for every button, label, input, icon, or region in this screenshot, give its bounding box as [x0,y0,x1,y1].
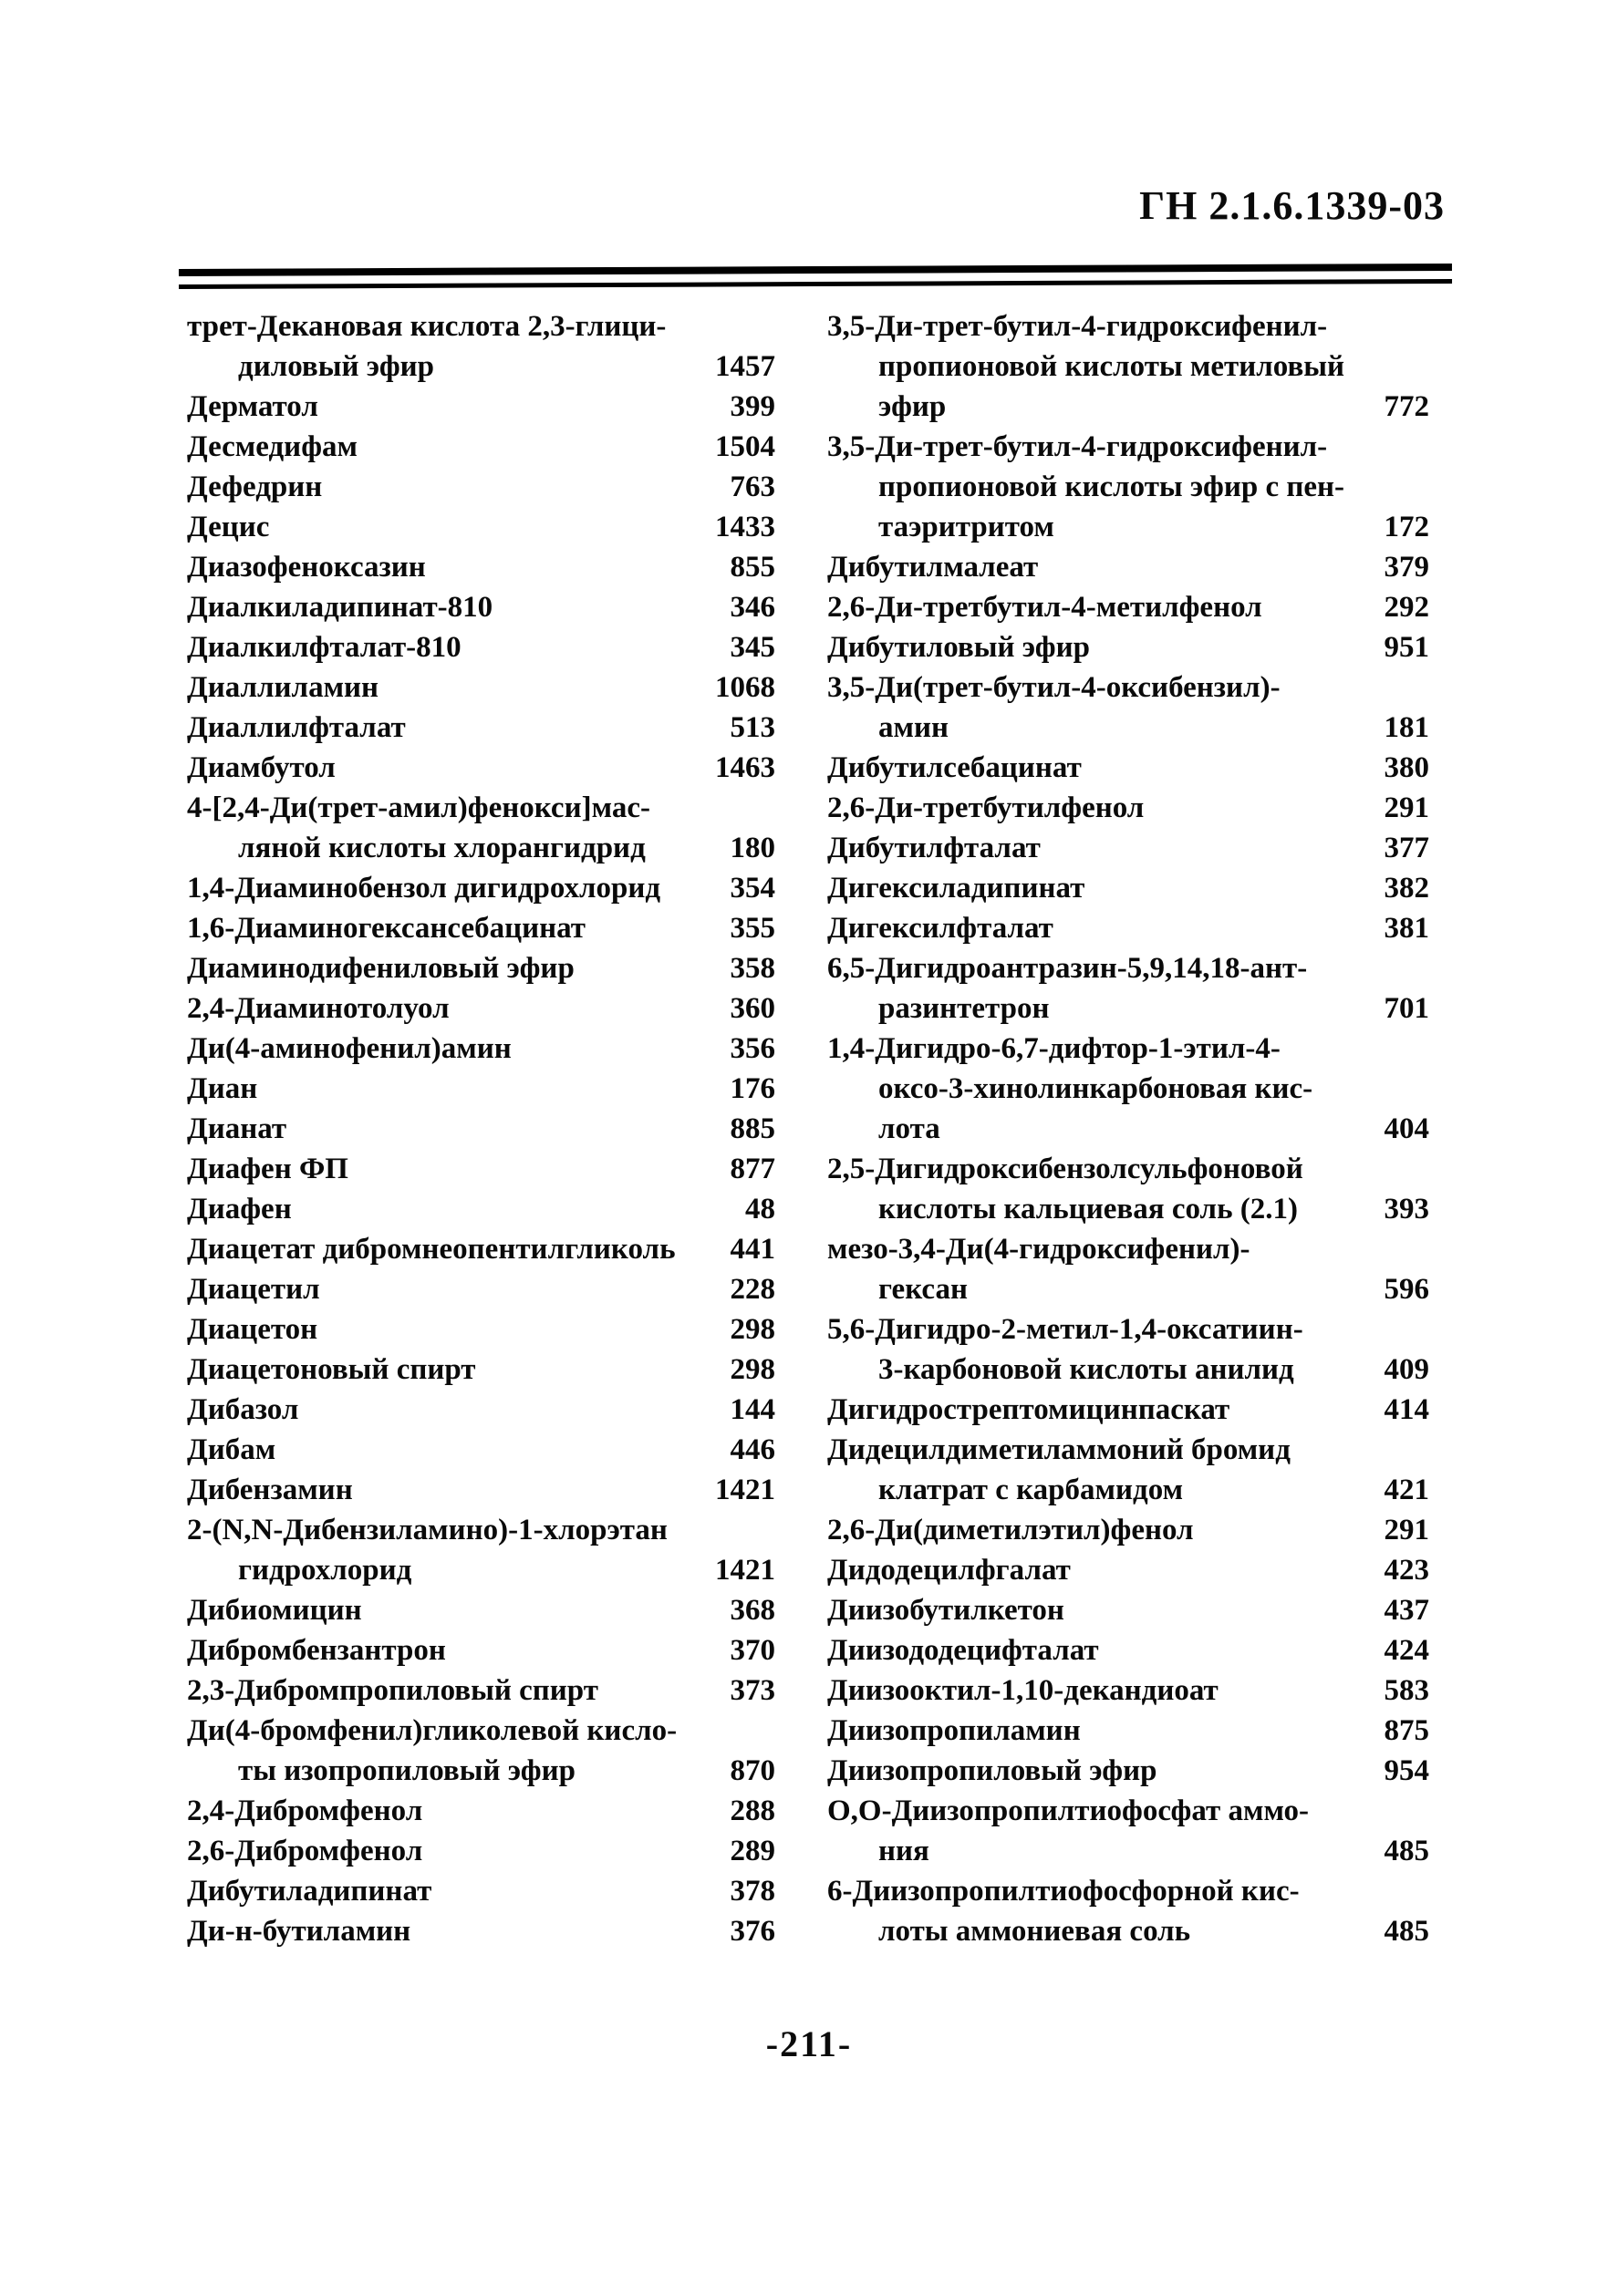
entry-name-line: Дигидрострептомицинпаскат [827,1393,1230,1426]
index-entry [827,1871,1429,1951]
index-entry [187,1791,775,1831]
entry-name-line: Дибутиловый эфир [827,631,1090,664]
index-entry [187,1670,775,1711]
entry-name-line: Диацетил [187,1273,320,1306]
entry-page-number: 446 [730,1433,775,1466]
entry-name-line: эфир [878,390,947,423]
entry-name-line: Диизобутилкетон [827,1594,1064,1627]
entry-page-number: 368 [730,1594,775,1627]
entry-name-line: Диалкилфталат-810 [187,631,462,664]
doc-code: ГН 2.1.6.1339-03 [1139,183,1445,228]
entry-name-line: пропионовой кислоты метиловый [878,350,1345,383]
entry-name-line: Десмедифам [187,430,358,463]
index-entry [827,1791,1429,1871]
entry-page-number: 288 [730,1794,775,1827]
entry-page-number: 176 [730,1072,775,1105]
entry-name-line: 2,4-Диаминотолуол [187,992,450,1025]
entry-name-line: 3,5-Ди(трет-бутил-4-оксибензил)- [827,671,1281,704]
index-entry [827,788,1429,828]
entry-page-number: 772 [1384,390,1429,423]
index-entry [187,1229,775,1269]
index-entry [827,1029,1429,1149]
entry-page-number: 172 [1384,511,1429,543]
index-entry [827,627,1429,667]
entry-page-number: 382 [1384,872,1429,905]
entry-name-line: ния [878,1835,929,1867]
entry-name-line: пропионовой кислоты эфир с пен- [878,471,1345,503]
index-entry [187,788,775,868]
entry-name-line: лоты аммониевая соль [878,1915,1191,1948]
index-entry [187,1069,775,1109]
entry-name-line: 1,6-Диаминогексансебацинат [187,912,586,945]
index-entry [187,1189,775,1229]
entry-page-number: 373 [730,1674,775,1707]
entry-page-number: 379 [1384,551,1429,584]
entry-name-line: диловый эфир [238,350,435,383]
entry-page-number: 393 [1384,1193,1429,1226]
entry-page-number: 951 [1384,631,1429,664]
entry-name-line: Дигексиладипинат [827,872,1085,905]
entry-name-line: Диизопропиламин [827,1714,1081,1747]
index-entry [827,868,1429,908]
index-columns [187,306,1429,1951]
entry-page-number: 378 [730,1875,775,1908]
entry-name-line: лота [878,1112,940,1145]
entry-name-line: Ди(4-бромфенил)гликолевой кисло- [187,1714,678,1747]
entry-page-number: 1421 [715,1474,775,1506]
entry-name-line: 2,5-Дигидроксибензолсульфоновой [827,1153,1303,1185]
entry-name-line: трет-Декановая кислота 2,3-глици- [187,310,667,343]
entry-page-number: 885 [730,1112,775,1145]
entry-name-line: ляной кислоты хлорангидрид [238,832,646,864]
index-entry [827,587,1429,627]
entry-name-line: Децис [187,511,270,543]
entry-name-line: 1,4-Диаминобензол дигидрохлорид [187,872,661,905]
entry-name-line: 3,5-Ди-трет-бутил-4-гидроксифенил- [827,430,1328,463]
header-double-rule [179,264,1452,289]
index-entry [187,1109,775,1149]
entry-name-line: 6,5-Дигидроантразин-5,9,14,18-ант- [827,952,1308,985]
entry-name-line: Диазофеноксазин [187,551,426,584]
index-entry [827,1229,1429,1309]
index-entry [187,1470,775,1510]
entry-name-line: Дианат [187,1112,287,1145]
entry-name-line: гидрохлорид [238,1554,412,1587]
entry-page-number: 399 [730,390,775,423]
index-entry [187,387,775,427]
index-entry [187,1350,775,1390]
entry-name-line: 2,6-Ди-третбутил-4-метилфенол [827,591,1262,624]
index-entry [827,908,1429,948]
entry-page-number: 360 [730,992,775,1025]
entry-name-line: таэритритом [878,511,1054,543]
index-entry [187,1269,775,1309]
entry-name-line: Дидодецилфгалат [827,1554,1071,1587]
index-entry [827,1670,1429,1711]
index-entry [187,1149,775,1189]
entry-page-number: 356 [730,1032,775,1065]
entry-name-line: 2,6-Ди(диметилэтил)фенол [827,1514,1194,1546]
entry-name-line: Дибутилфталат [827,832,1041,864]
entry-page-number: 1463 [715,751,775,784]
index-entry [187,507,775,547]
entry-page-number: 414 [1384,1393,1429,1426]
entry-name-line: Диаллилфталат [187,711,406,744]
entry-page-number: 345 [730,631,775,664]
entry-name-line: 3-карбоновой кислоты анилид [878,1353,1294,1386]
entry-page-number: 291 [1384,1514,1429,1546]
index-column-right [827,306,1429,1951]
entry-name-line: 4-[2,4-Ди(трет-амил)фенокси]мас- [187,791,650,824]
entry-page-number: 485 [1384,1835,1429,1867]
entry-page-number: 513 [730,711,775,744]
entry-page-number: 358 [730,952,775,985]
entry-name-line: Диаминодифениловый эфир [187,952,575,985]
entry-name-line: Дибутилсебацинат [827,751,1082,784]
entry-page-number: 1457 [715,350,775,383]
entry-name-line: Диизооктил-1,10-декандиоат [827,1674,1219,1707]
entry-page-number: 485 [1384,1915,1429,1948]
entry-page-number: 441 [730,1233,775,1266]
entry-name-line: Диафен [187,1193,292,1226]
entry-page-number: 870 [730,1754,775,1787]
entry-name-line: 2-(N,N-Дибензиламино)-1-хлорэтан [187,1514,668,1546]
entry-name-line: Дибромбензантрон [187,1634,446,1667]
index-entry [827,1711,1429,1751]
index-entry [827,1510,1429,1550]
entry-name-line: Диаллиламин [187,671,379,704]
entry-page-number: 596 [1384,1273,1429,1306]
entry-name-line: Дидецилдиметиламмоний бромид [827,1433,1291,1466]
entry-name-line: Диафен ФП [187,1153,348,1185]
index-entry [827,1630,1429,1670]
index-entry [187,547,775,587]
entry-name-line: Дерматол [187,390,318,423]
entry-page-number: 180 [730,832,775,864]
entry-page-number: 404 [1384,1112,1429,1145]
entry-name-line: Дефедрин [187,471,323,503]
entry-name-line: клатрат с карбамидом [878,1474,1184,1506]
entry-name-line: О,О-Диизопропилтиофосфат аммо- [827,1794,1309,1827]
entry-name-line: разинтетрон [878,992,1050,1025]
entry-page-number: 354 [730,872,775,905]
entry-name-line: Дибазол [187,1393,299,1426]
entry-name-line: Дибутилмалеат [827,551,1039,584]
entry-page-number: 346 [730,591,775,624]
entry-name-line: Дибензамин [187,1474,353,1506]
index-entry [187,627,775,667]
entry-page-number: 424 [1384,1634,1429,1667]
entry-name-line: Диан [187,1072,258,1105]
index-entry [827,306,1429,427]
entry-page-number: 377 [1384,832,1429,864]
index-entry [187,1871,775,1911]
index-entry [187,587,775,627]
entry-page-number: 298 [730,1313,775,1346]
entry-page-number: 423 [1384,1554,1429,1587]
entry-name-line: 2,6-Дибромфенол [187,1835,423,1867]
entry-name-line: Дибиомицин [187,1594,362,1627]
index-entry [187,988,775,1029]
index-entry [187,667,775,708]
index-column-left [187,306,775,1951]
index-entry [827,547,1429,587]
entry-page-number: 855 [730,551,775,584]
index-entry [187,1029,775,1069]
entry-page-number: 292 [1384,591,1429,624]
entry-page-number: 954 [1384,1754,1429,1787]
index-entry [827,1550,1429,1590]
entry-page-number: 583 [1384,1674,1429,1707]
index-entry [187,908,775,948]
entry-page-number: 421 [1384,1474,1429,1506]
index-entry [187,748,775,788]
entry-name-line: гексан [878,1273,968,1306]
entry-name-line: Дибам [187,1433,276,1466]
entry-name-line: Диацетат дибромнеопентилгликоль [187,1233,676,1266]
index-entry [187,1510,775,1590]
entry-name-line: Дигексилфталат [827,912,1053,945]
entry-page-number: 381 [1384,912,1429,945]
index-entry [827,1390,1429,1430]
entry-name-line: 5,6-Дигидро-2-метил-1,4-оксатиин- [827,1313,1303,1346]
entry-page-number: 877 [730,1153,775,1185]
entry-page-number: 289 [730,1835,775,1867]
index-entry [187,1630,775,1670]
entry-page-number: 298 [730,1353,775,1386]
entry-page-number: 181 [1384,711,1429,744]
entry-name-line: ты изопропиловый эфир [238,1754,576,1787]
entry-name-line: 3,5-Ди-трет-бутил-4-гидроксифенил- [827,310,1328,343]
entry-page-number: 701 [1384,992,1429,1025]
entry-page-number: 228 [730,1273,775,1306]
entry-name-line: 2,3-Дибромпропиловый спирт [187,1674,598,1707]
entry-page-number: 763 [730,471,775,503]
entry-page-number: 409 [1384,1353,1429,1386]
entry-name-line: Диизододецифталат [827,1634,1099,1667]
index-entry [187,1590,775,1630]
entry-page-number: 1504 [715,430,775,463]
entry-name-line: Диамбутол [187,751,336,784]
entry-name-line: Диацетоновый спирт [187,1353,476,1386]
entry-page-number: 875 [1384,1714,1429,1747]
entry-name-line: Ди-н-бутиламин [187,1915,411,1948]
entry-name-line: кислоты кальциевая соль (2.1) [878,1193,1299,1226]
index-entry [187,868,775,908]
entry-page-number: 1068 [715,671,775,704]
entry-name-line: Диизопропиловый эфир [827,1754,1157,1787]
entry-name-line: оксо-3-хинолинкарбоновая кис- [878,1072,1313,1105]
index-entry [827,427,1429,547]
index-entry [187,1911,775,1951]
index-entry [187,1390,775,1430]
index-entry [187,1430,775,1470]
index-entry [187,1711,775,1791]
index-entry [187,306,775,387]
entry-page-number: 48 [745,1193,775,1226]
entry-page-number: 144 [730,1393,775,1426]
entry-page-number: 437 [1384,1594,1429,1627]
entry-name-line: 2,4-Дибромфенол [187,1794,423,1827]
entry-page-number: 355 [730,912,775,945]
index-entry [827,948,1429,1029]
entry-name-line: 2,6-Ди-третбутилфенол [827,791,1145,824]
index-entry [187,427,775,467]
entry-page-number: 1421 [715,1554,775,1587]
entry-page-number: 291 [1384,791,1429,824]
index-entry [187,1309,775,1350]
entry-name-line: Диалкиладипинат-810 [187,591,493,624]
entry-name-line: амин [878,711,949,744]
entry-page-number: 380 [1384,751,1429,784]
entry-name-line: 6-Диизопропилтиофосфорной кис- [827,1875,1300,1908]
index-entry [827,828,1429,868]
index-entry [187,948,775,988]
index-entry [827,1751,1429,1791]
page-number: -211- [765,2023,853,2064]
entry-name-line: Ди(4-аминофенил)амин [187,1032,512,1065]
entry-page-number: 376 [730,1915,775,1948]
index-entry [827,1590,1429,1630]
index-entry [827,1309,1429,1390]
index-entry [827,1430,1429,1510]
index-entry [827,667,1429,748]
index-entry [187,467,775,507]
index-entry [187,708,775,748]
entry-name-line: Дибутиладипинат [187,1875,432,1908]
entry-page-number: 370 [730,1634,775,1667]
index-entry [827,748,1429,788]
entry-name-line: Диацетон [187,1313,318,1346]
entry-page-number: 1433 [715,511,775,543]
entry-name-line: мезо-3,4-Ди(4-гидроксифенил)- [827,1233,1250,1266]
index-entry [827,1149,1429,1229]
index-entry [187,1831,775,1871]
entry-name-line: 1,4-Дигидро-6,7-дифтор-1-этил-4- [827,1032,1281,1065]
